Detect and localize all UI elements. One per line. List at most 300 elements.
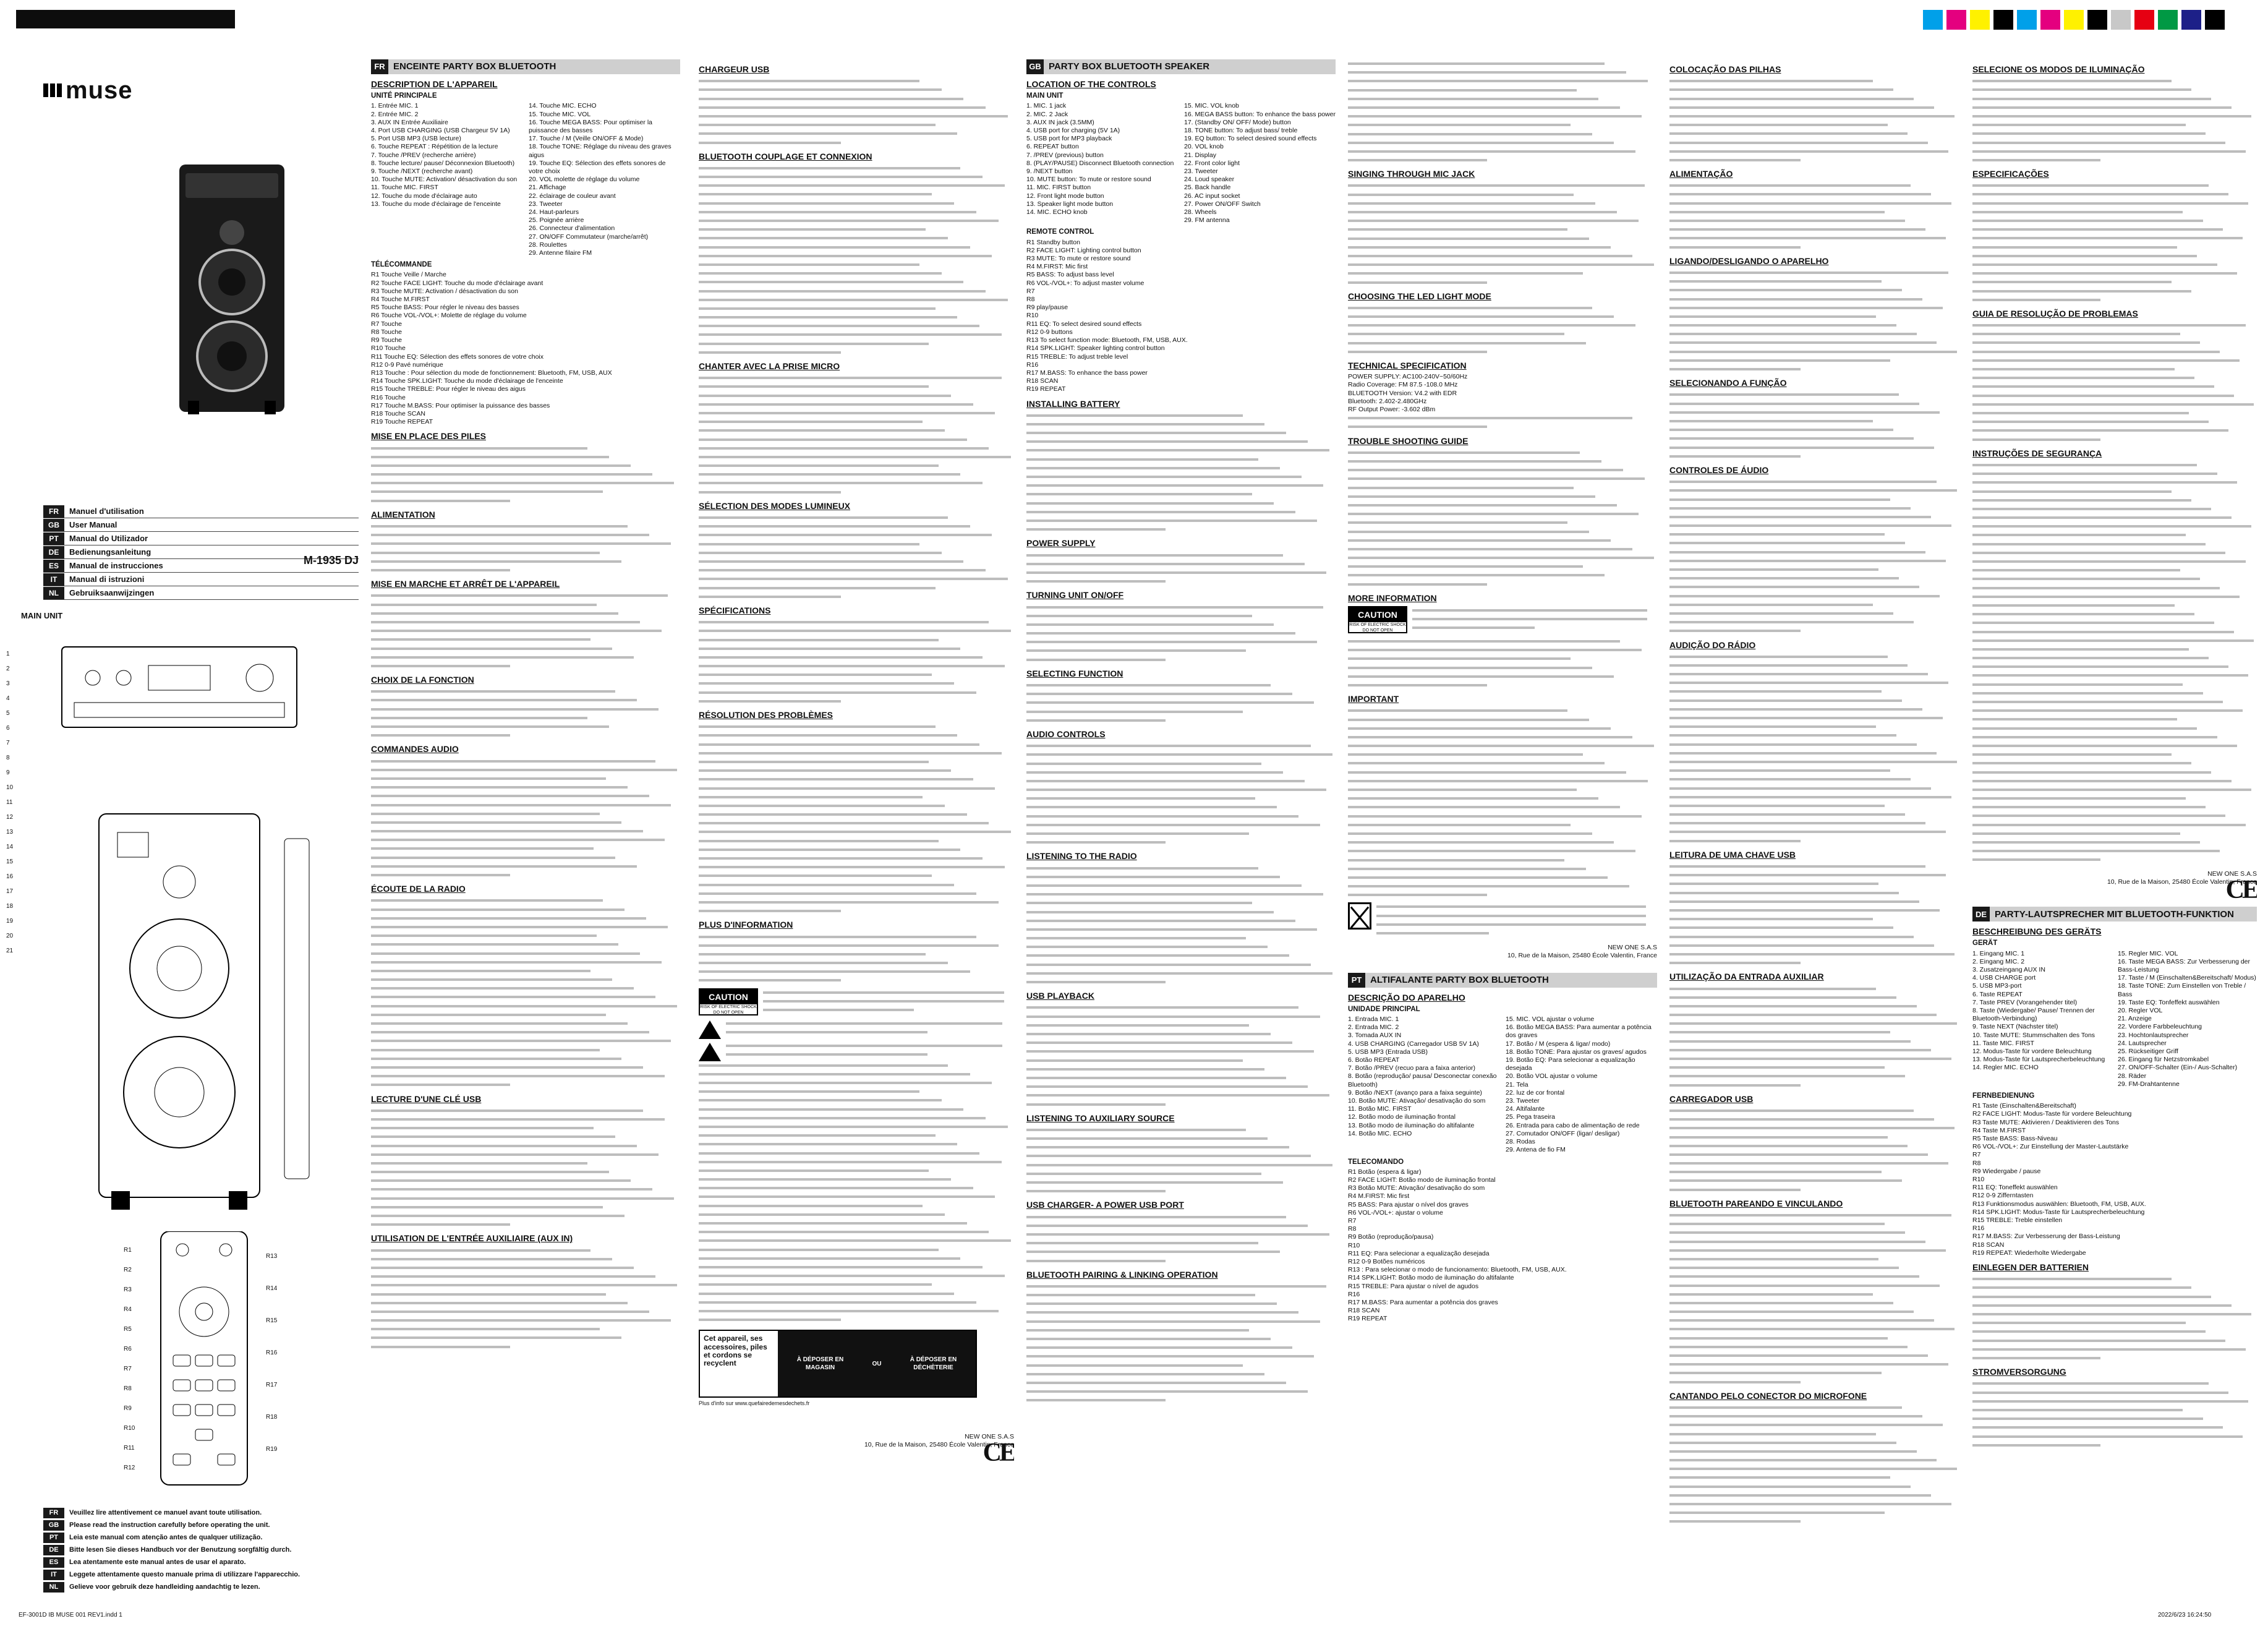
- gb-section-title: LISTENING TO THE RADIO: [1026, 851, 1137, 862]
- language-list: [43, 505, 359, 600]
- body-text-line: [1026, 490, 1336, 498]
- body-text-line: [1348, 68, 1657, 76]
- body-text-line: [1348, 865, 1657, 873]
- body-text-line: [371, 696, 680, 704]
- body-text-line: [1972, 296, 2257, 304]
- gb-header: GB PARTY BOX BLUETOOTH SPEAKER: [1026, 59, 1336, 74]
- body-text-line: [1669, 592, 1960, 600]
- body-text-line: [1669, 539, 1960, 547]
- brand-name: muse: [66, 76, 133, 104]
- unit-item: 4. USB port for charging (5V 1A): [1026, 127, 1120, 135]
- body-text-line: [1669, 1263, 1960, 1272]
- remote-item: R13 To select function mode: Bluetooth, FM, USB, AUX.: [1026, 336, 1188, 344]
- body-text-line: [371, 1176, 680, 1184]
- body-text-line: [1669, 1168, 1960, 1176]
- unit-item: 3. AUX IN Entrée Auxiliaire: [371, 118, 448, 126]
- body-text-line: [699, 731, 1014, 739]
- body-text-line: [371, 818, 680, 826]
- remote-item: R10: [1026, 312, 1039, 320]
- fr-caution: CAUTION RISK OF ELECTRIC SHOCK DO NOT OPEN: [699, 988, 1014, 1015]
- body-text-line: [1348, 716, 1657, 724]
- body-text-line: [1669, 1508, 1960, 1516]
- body-text-line: [371, 836, 680, 844]
- body-text-line: [1669, 731, 1960, 739]
- body-text-line: [1972, 1301, 2257, 1309]
- body-text-line: [1348, 225, 1657, 233]
- body-text-line: [1972, 338, 2257, 346]
- remote-item: R9 Botão (reprodução/pausa): [1348, 1233, 1434, 1241]
- body-text-line: [699, 531, 1014, 539]
- body-text-line: [699, 1140, 1014, 1148]
- body-text-line: [1669, 661, 1960, 669]
- body-text-line: [1348, 706, 1657, 714]
- remote-item: R8: [1348, 1225, 1357, 1233]
- body-text-line: [1669, 495, 1960, 503]
- remote-item: R6 VOL-/VOL+: ajustar o volume: [1348, 1208, 1443, 1216]
- body-text-line: [1669, 1500, 1960, 1508]
- color-swatch: [1993, 10, 2013, 30]
- body-text-line: [1972, 698, 2257, 706]
- remote-item: R8: [1972, 1159, 1981, 1167]
- body-text-line: [1669, 1220, 1960, 1228]
- body-text-line: [699, 1087, 1014, 1095]
- body-text-line: [1026, 656, 1336, 664]
- unit-item: 17. Taste / M (Einschalten&Bereitschaft/ Modus): [2118, 974, 2256, 982]
- body-text-line: [1348, 785, 1657, 793]
- body-text-line: [371, 967, 680, 975]
- pt-section-title: LEITURA DE UMA CHAVE USB: [1669, 849, 1796, 860]
- body-text-line: [1669, 696, 1960, 704]
- body-text-line: [699, 225, 1014, 233]
- unit-item: 8. Botão (reprodução/ pausa/ Desconectar conexão Bluetooth): [1348, 1072, 1497, 1088]
- unit-item: 18. TONE button: To adjust bass/ treble: [1184, 127, 1298, 135]
- body-text-line: [1669, 758, 1960, 766]
- body-text-line: [1026, 560, 1336, 568]
- body-text-line: [1348, 190, 1657, 199]
- body-text-line: [371, 444, 680, 452]
- body-text-line: [1669, 1517, 1960, 1525]
- body-text-line: [1669, 1334, 1960, 1342]
- body-text-line: [699, 1192, 1014, 1200]
- body-text-line: [1669, 1421, 1960, 1429]
- body-text-line: [699, 1096, 1014, 1104]
- body-text-line: [699, 330, 1014, 338]
- body-text-line: [1026, 908, 1336, 916]
- body-text-line: [371, 722, 680, 730]
- unit-item: 16. Touche MEGA BASS: Pour optimiser la puissance des basses: [529, 118, 652, 135]
- body-text-line: [1669, 1159, 1960, 1167]
- body-text-line: [1972, 724, 2257, 732]
- unit-item: 21. Anzeige: [2118, 1015, 2152, 1023]
- body-text-line: [1026, 1012, 1336, 1020]
- body-text-line: [1348, 856, 1657, 864]
- body-text-line: [699, 1158, 1014, 1166]
- body-text-line: [1669, 425, 1960, 434]
- gb-freq-spec: Bluetooth: 2.402-2.480GHz: [1348, 397, 1427, 405]
- warning-code: DE: [43, 1545, 64, 1555]
- body-text-line: [699, 1263, 1014, 1271]
- gb-power-spec: POWER SUPPLY: AC100-240V~50/60Hz: [1348, 373, 1468, 381]
- body-text-line: [1026, 464, 1336, 472]
- remote-item: R6 Touche VOL-/VOL+: Molette de réglage du volume: [371, 312, 527, 320]
- gb-section-title: SINGING THROUGH MIC JACK: [1348, 169, 1475, 179]
- body-text-line: [699, 1246, 1014, 1254]
- fr-header: FR ENCEINTE PARTY BOX BLUETOOTH: [371, 59, 680, 74]
- body-text-line: [1972, 531, 2257, 539]
- remote-item: R15 Touche TREBLE: Pour régler le niveau des aigus: [371, 385, 526, 393]
- gb-section-title: TURNING UNIT ON/OFF: [1026, 590, 1124, 601]
- gb-section-title: IMPORTANT: [1348, 694, 1399, 704]
- gb-rf-spec: RF Output Power: -3.602 dBm: [1348, 406, 1436, 414]
- remote-item: R12 0-9 Botões numéricos: [1348, 1257, 1425, 1265]
- fr-section-title: CHOIX DE LA FONCTION: [371, 675, 474, 685]
- warning-row: [43, 1581, 365, 1593]
- body-text-line: [371, 1106, 680, 1114]
- body-text-line: [1348, 252, 1657, 260]
- body-text-line: [1026, 508, 1336, 516]
- body-text-line: [371, 1290, 680, 1298]
- body-text-line: [1348, 312, 1657, 320]
- body-text-line: [1972, 1397, 2257, 1405]
- body-text-line: [1348, 181, 1657, 189]
- body-text-line: [1669, 139, 1960, 147]
- color-swatch: [2017, 10, 2037, 30]
- language-row: [43, 518, 359, 532]
- body-text-line: [699, 802, 1014, 810]
- body-text-line: [1972, 847, 2257, 855]
- language-code: PT: [43, 532, 64, 545]
- gb-section-title: AUDIO CONTROLS: [1026, 729, 1106, 739]
- body-text-line: [1669, 784, 1960, 792]
- body-text-line: [1669, 548, 1960, 556]
- body-text-line: [1669, 1028, 1960, 1036]
- body-text-line: [1972, 156, 2257, 164]
- body-text-line: [1026, 1178, 1336, 1186]
- body-text-line: [1972, 821, 2257, 829]
- fr-section-title: RÉSOLUTION DES PROBLÈMES: [699, 710, 833, 720]
- language-row: [43, 532, 359, 545]
- pt-section-title: GUIA DE RESOLUÇÃO DE PROBLEMAS: [1972, 308, 2138, 319]
- body-text-line: [1669, 1456, 1960, 1464]
- body-text-line: [1026, 925, 1336, 933]
- body-text-line: [1669, 1360, 1960, 1368]
- body-text-line: [1669, 1290, 1960, 1298]
- body-text-line: [699, 722, 1014, 730]
- body-text-line: [1669, 793, 1960, 801]
- body-text-line: [1972, 733, 2257, 741]
- body-text-line: [1669, 879, 1960, 887]
- remote-callout: R15: [266, 1317, 278, 1324]
- remote-callout: R18: [266, 1414, 278, 1421]
- body-text-line: [1026, 759, 1336, 767]
- diagram-callout: 3: [6, 680, 10, 687]
- pt-column-2: [1669, 59, 1960, 1544]
- remote-item: R19 REPEAT: [1026, 385, 1066, 393]
- diagram-callout: 2: [6, 665, 10, 672]
- diagram-callout: 9: [6, 769, 10, 776]
- body-text-line: [1669, 1473, 1960, 1481]
- body-text-line: [1669, 199, 1960, 207]
- body-text-line: [1026, 577, 1336, 585]
- body-text-line: [1669, 705, 1960, 713]
- body-text-line: [1669, 295, 1960, 303]
- unit-item: 2. Entrée MIC. 2: [371, 110, 419, 118]
- body-text-line: [699, 1289, 1014, 1298]
- body-text-line: [1972, 505, 2257, 513]
- remote-item: R13 Touche : Pour sélection du mode de fonctionnement: Bluetooth, FM, USB, AUX: [371, 369, 612, 377]
- body-text-line: [1972, 1423, 2257, 1431]
- body-text-line: [699, 470, 1014, 478]
- body-text-line: [699, 121, 1014, 129]
- body-text-line: [699, 1307, 1014, 1315]
- body-text-line: [1669, 156, 1960, 164]
- lightning-icon: [699, 1020, 721, 1039]
- body-text-line: [699, 190, 1014, 198]
- body-text-line: [1972, 330, 2257, 338]
- body-text-line: [1669, 208, 1960, 216]
- body-text-line: [1348, 95, 1657, 103]
- gb-radio-spec: Radio Coverage: FM 87.5 -108.0 MHz: [1348, 381, 1458, 389]
- remote-callout: R13: [266, 1253, 278, 1260]
- body-text-line: [1348, 59, 1657, 67]
- unit-item: 10. Botão MUTE: Ativação/ desativação do som: [1348, 1097, 1486, 1105]
- unit-item: 10. Touche MUTE: Activation/ désactivation du son: [371, 176, 518, 184]
- body-text-line: [1669, 601, 1960, 609]
- remote-callout: R12: [124, 1464, 135, 1471]
- body-text-line: [1026, 1230, 1336, 1238]
- body-text-line: [699, 260, 1014, 268]
- body-text-line: [1026, 516, 1336, 524]
- body-text-line: [699, 1280, 1014, 1288]
- body-text-line: [1026, 1187, 1336, 1195]
- body-text-line: [371, 757, 680, 765]
- body-text-line: [699, 679, 1014, 687]
- body-text-line: [1026, 446, 1336, 454]
- pt-section-title: BLUETOOTH PAREANDO E VINCULANDO: [1669, 1198, 1843, 1208]
- language-code: GB: [43, 519, 64, 531]
- body-text-line: [699, 1315, 1014, 1323]
- body-text-line: [1026, 472, 1336, 481]
- body-text-line: [371, 479, 680, 487]
- language-row: [43, 586, 359, 600]
- body-text-line: [371, 714, 680, 722]
- body-text-line: [371, 958, 680, 966]
- gb-company: NEW ONE S.A.S: [1608, 944, 1657, 952]
- body-text-line: [1669, 1072, 1960, 1080]
- unit-item: 11. Taste MIC. FIRST: [1972, 1039, 2034, 1047]
- body-text-line: [1026, 785, 1336, 793]
- unit-item: 7. Taste PREV (Vorangehender titel): [1972, 998, 2078, 1006]
- body-text-line: [1026, 750, 1336, 758]
- body-text-line: [1669, 1351, 1960, 1359]
- body-text-line: [1972, 803, 2257, 811]
- body-text-line: [1972, 225, 2257, 233]
- body-text-line: [1669, 1081, 1960, 1089]
- remote-item: R3 Taste MUTE: Aktivieren / Deaktivieren des Tons: [1972, 1118, 2120, 1126]
- unit-item: 13. Botão modo de iluminação do altifalante: [1348, 1121, 1475, 1129]
- remote-callout: R9: [124, 1405, 132, 1412]
- unit-item: 20. VOL knob: [1184, 143, 1224, 151]
- remote-item: R15 TREBLE: Treble einstellen: [1972, 1216, 2063, 1225]
- warning-text: Gelieve voor gebruik deze handleiding aandachtig te lezen.: [69, 1583, 260, 1591]
- recycle-url: Plus d'info sur www.quefairedemesdechets.fr: [699, 1400, 810, 1407]
- remote-item: R6 VOL-/VOL+: To adjust master volume: [1026, 279, 1145, 287]
- body-text-line: [1026, 1126, 1336, 1134]
- body-text-line: [1026, 803, 1336, 811]
- body-text-line: [1348, 147, 1657, 155]
- body-text-line: [1972, 628, 2257, 636]
- body-text-line: [371, 827, 680, 835]
- body-text-line: [371, 644, 680, 652]
- body-text-line: [1348, 501, 1657, 509]
- body-text-line: [371, 531, 680, 539]
- body-text-line: [1972, 199, 2257, 207]
- body-text-line: [1026, 429, 1336, 437]
- unit-item: 5. USB MP3-port: [1972, 982, 2022, 990]
- remote-item: R14 SPK.LIGHT: Speaker lighting control button: [1026, 344, 1165, 353]
- language-row: [43, 505, 359, 518]
- warning-row: [43, 1519, 365, 1531]
- unit-item: 16. MEGA BASS button: To enhance the bass power: [1184, 110, 1336, 118]
- body-text-line: [699, 77, 1014, 85]
- unit-item: 12. Botão modo de iluminação frontal: [1348, 1113, 1456, 1121]
- unit-item: 27. Power ON/OFF Switch: [1184, 200, 1261, 208]
- body-text-line: [1669, 216, 1960, 224]
- pt-section-title: CONTROLES DE ÁUDIO: [1669, 464, 1769, 475]
- gb-section-title: TROUBLE SHOOTING GUIDE: [1348, 435, 1469, 446]
- body-text-line: [699, 348, 1014, 356]
- unit-item: 25. Rückseitiger Griff: [2118, 1048, 2178, 1056]
- body-text-line: [1669, 906, 1960, 914]
- body-text-line: [1972, 216, 2257, 224]
- body-text-line: [1348, 112, 1657, 120]
- body-text-line: [1669, 1011, 1960, 1019]
- body-text-line: [1669, 85, 1960, 93]
- unit-item: 29. Antena de fio FM: [1506, 1146, 1566, 1154]
- body-text-line: [1669, 147, 1960, 155]
- body-text-line: [1972, 768, 2257, 776]
- body-text-line: [371, 601, 680, 609]
- unit-item: 23. Tweeter: [1184, 168, 1218, 176]
- body-text-line: [1348, 838, 1657, 846]
- remote-callout: R14: [266, 1285, 278, 1292]
- body-text-line: [371, 1281, 680, 1289]
- body-text-line: [1669, 77, 1960, 85]
- remote-item: R2 FACE LIGHT: Botão modo de iluminação frontal: [1348, 1176, 1496, 1184]
- unit-item: 6. REPEAT button: [1026, 143, 1079, 151]
- body-text-line: [699, 644, 1014, 652]
- body-text-line: [1348, 414, 1657, 422]
- gb-bt-spec: BLUETOOTH Version: V4.2 with EDR: [1348, 389, 1457, 397]
- body-text-line: [1348, 664, 1657, 672]
- unit-item: 23. Tweeter: [1506, 1097, 1540, 1105]
- pt-header: PT ALTIFALANTE PARTY BOX BLUETOOTH: [1348, 973, 1657, 988]
- body-text-line: [1669, 1150, 1960, 1158]
- body-text-line: [371, 766, 680, 774]
- body-text-line: [371, 1002, 680, 1010]
- body-text-line: [699, 340, 1014, 348]
- logo-mark-icon: [43, 83, 62, 97]
- pt-remote-title: TELECOMANDO: [1348, 1158, 1404, 1166]
- remote-callout: R10: [124, 1425, 135, 1432]
- body-text-line: [371, 1299, 680, 1307]
- unit-item: 7. /PREV (previous) button: [1026, 151, 1104, 159]
- exclamation-icon: [699, 1043, 721, 1061]
- body-text-line: [1348, 891, 1657, 899]
- language-label: User Manual: [69, 520, 117, 529]
- body-text-line: [1972, 147, 2257, 155]
- body-text-line: [699, 426, 1014, 434]
- body-text-line: [1669, 408, 1960, 416]
- body-text-line: [1348, 812, 1657, 820]
- body-text-line: [1026, 1387, 1336, 1395]
- body-text-line: [1669, 678, 1960, 686]
- body-text-line: [1669, 565, 1960, 573]
- unit-item: 28. Roulettes: [529, 241, 567, 249]
- unit-item: 6. Botão REPEAT: [1348, 1056, 1400, 1064]
- body-text-line: [699, 837, 1014, 845]
- body-text-line: [1026, 716, 1336, 724]
- body-text-line: [699, 636, 1014, 644]
- body-text-line: [1348, 156, 1657, 164]
- body-text-line: [1972, 461, 2257, 469]
- body-text-line: [1669, 923, 1960, 931]
- remote-item: R11 EQ: Para selecionar a equalização desejada: [1348, 1249, 1490, 1257]
- remote-item: R18 SCAN: [1348, 1307, 1380, 1315]
- body-text-line: [1972, 557, 2257, 565]
- body-text-line: [1669, 243, 1960, 251]
- body-text-line: [1026, 1030, 1336, 1038]
- body-text-line: [1669, 129, 1960, 137]
- body-text-line: [1972, 400, 2257, 408]
- body-text-line: [699, 959, 1014, 967]
- unit-item: 22. éclairage de couleur avant: [529, 192, 616, 200]
- diagram-callout: 8: [6, 755, 10, 761]
- unit-item: 24. Altifalante: [1506, 1105, 1545, 1113]
- body-text-line: [1026, 646, 1336, 654]
- body-text-line: [1972, 750, 2257, 758]
- body-text-line: [371, 1325, 680, 1333]
- body-text-line: [1669, 434, 1960, 442]
- body-text-line: [699, 95, 1014, 103]
- pt-section-title: CANTANDO PELO CONECTOR DO MICROFONE: [1669, 1390, 1867, 1401]
- body-text-line: [699, 199, 1014, 207]
- body-text-line: [1026, 437, 1336, 445]
- body-text-line: [699, 1175, 1014, 1183]
- body-text-line: [1669, 740, 1960, 748]
- fr-section-title: SPÉCIFICATIONS: [699, 605, 771, 615]
- body-text-line: [699, 688, 1014, 696]
- product-image: [167, 165, 297, 418]
- body-text-line: [1026, 1396, 1336, 1404]
- unit-item: 14. MIC. ECHO knob: [1026, 208, 1088, 216]
- diagram-callout: 10: [6, 784, 14, 791]
- body-text-line: [1669, 609, 1960, 617]
- body-text-line: [1669, 1002, 1960, 1010]
- remote-item: R15 TREBLE: To adjust treble level: [1026, 353, 1128, 361]
- body-text-line: [699, 234, 1014, 242]
- fr-remote-title: TÉLÉCOMMANDE: [371, 261, 432, 269]
- fr-section-title: CHARGEUR USB: [699, 64, 770, 74]
- body-text-line: [699, 1210, 1014, 1218]
- unit-item: 5. USB MP3 (Entrada USB): [1348, 1048, 1428, 1056]
- body-text-line: [371, 549, 680, 557]
- warning-text: Lea atentamente este manual antes de usar el aparato.: [69, 1558, 246, 1566]
- unit-item: 7. Botão /PREV (recuo para a faixa anterior): [1348, 1064, 1476, 1072]
- body-text-line: [371, 1246, 680, 1254]
- body-text-line: [1669, 862, 1960, 870]
- body-text-line: [371, 871, 680, 879]
